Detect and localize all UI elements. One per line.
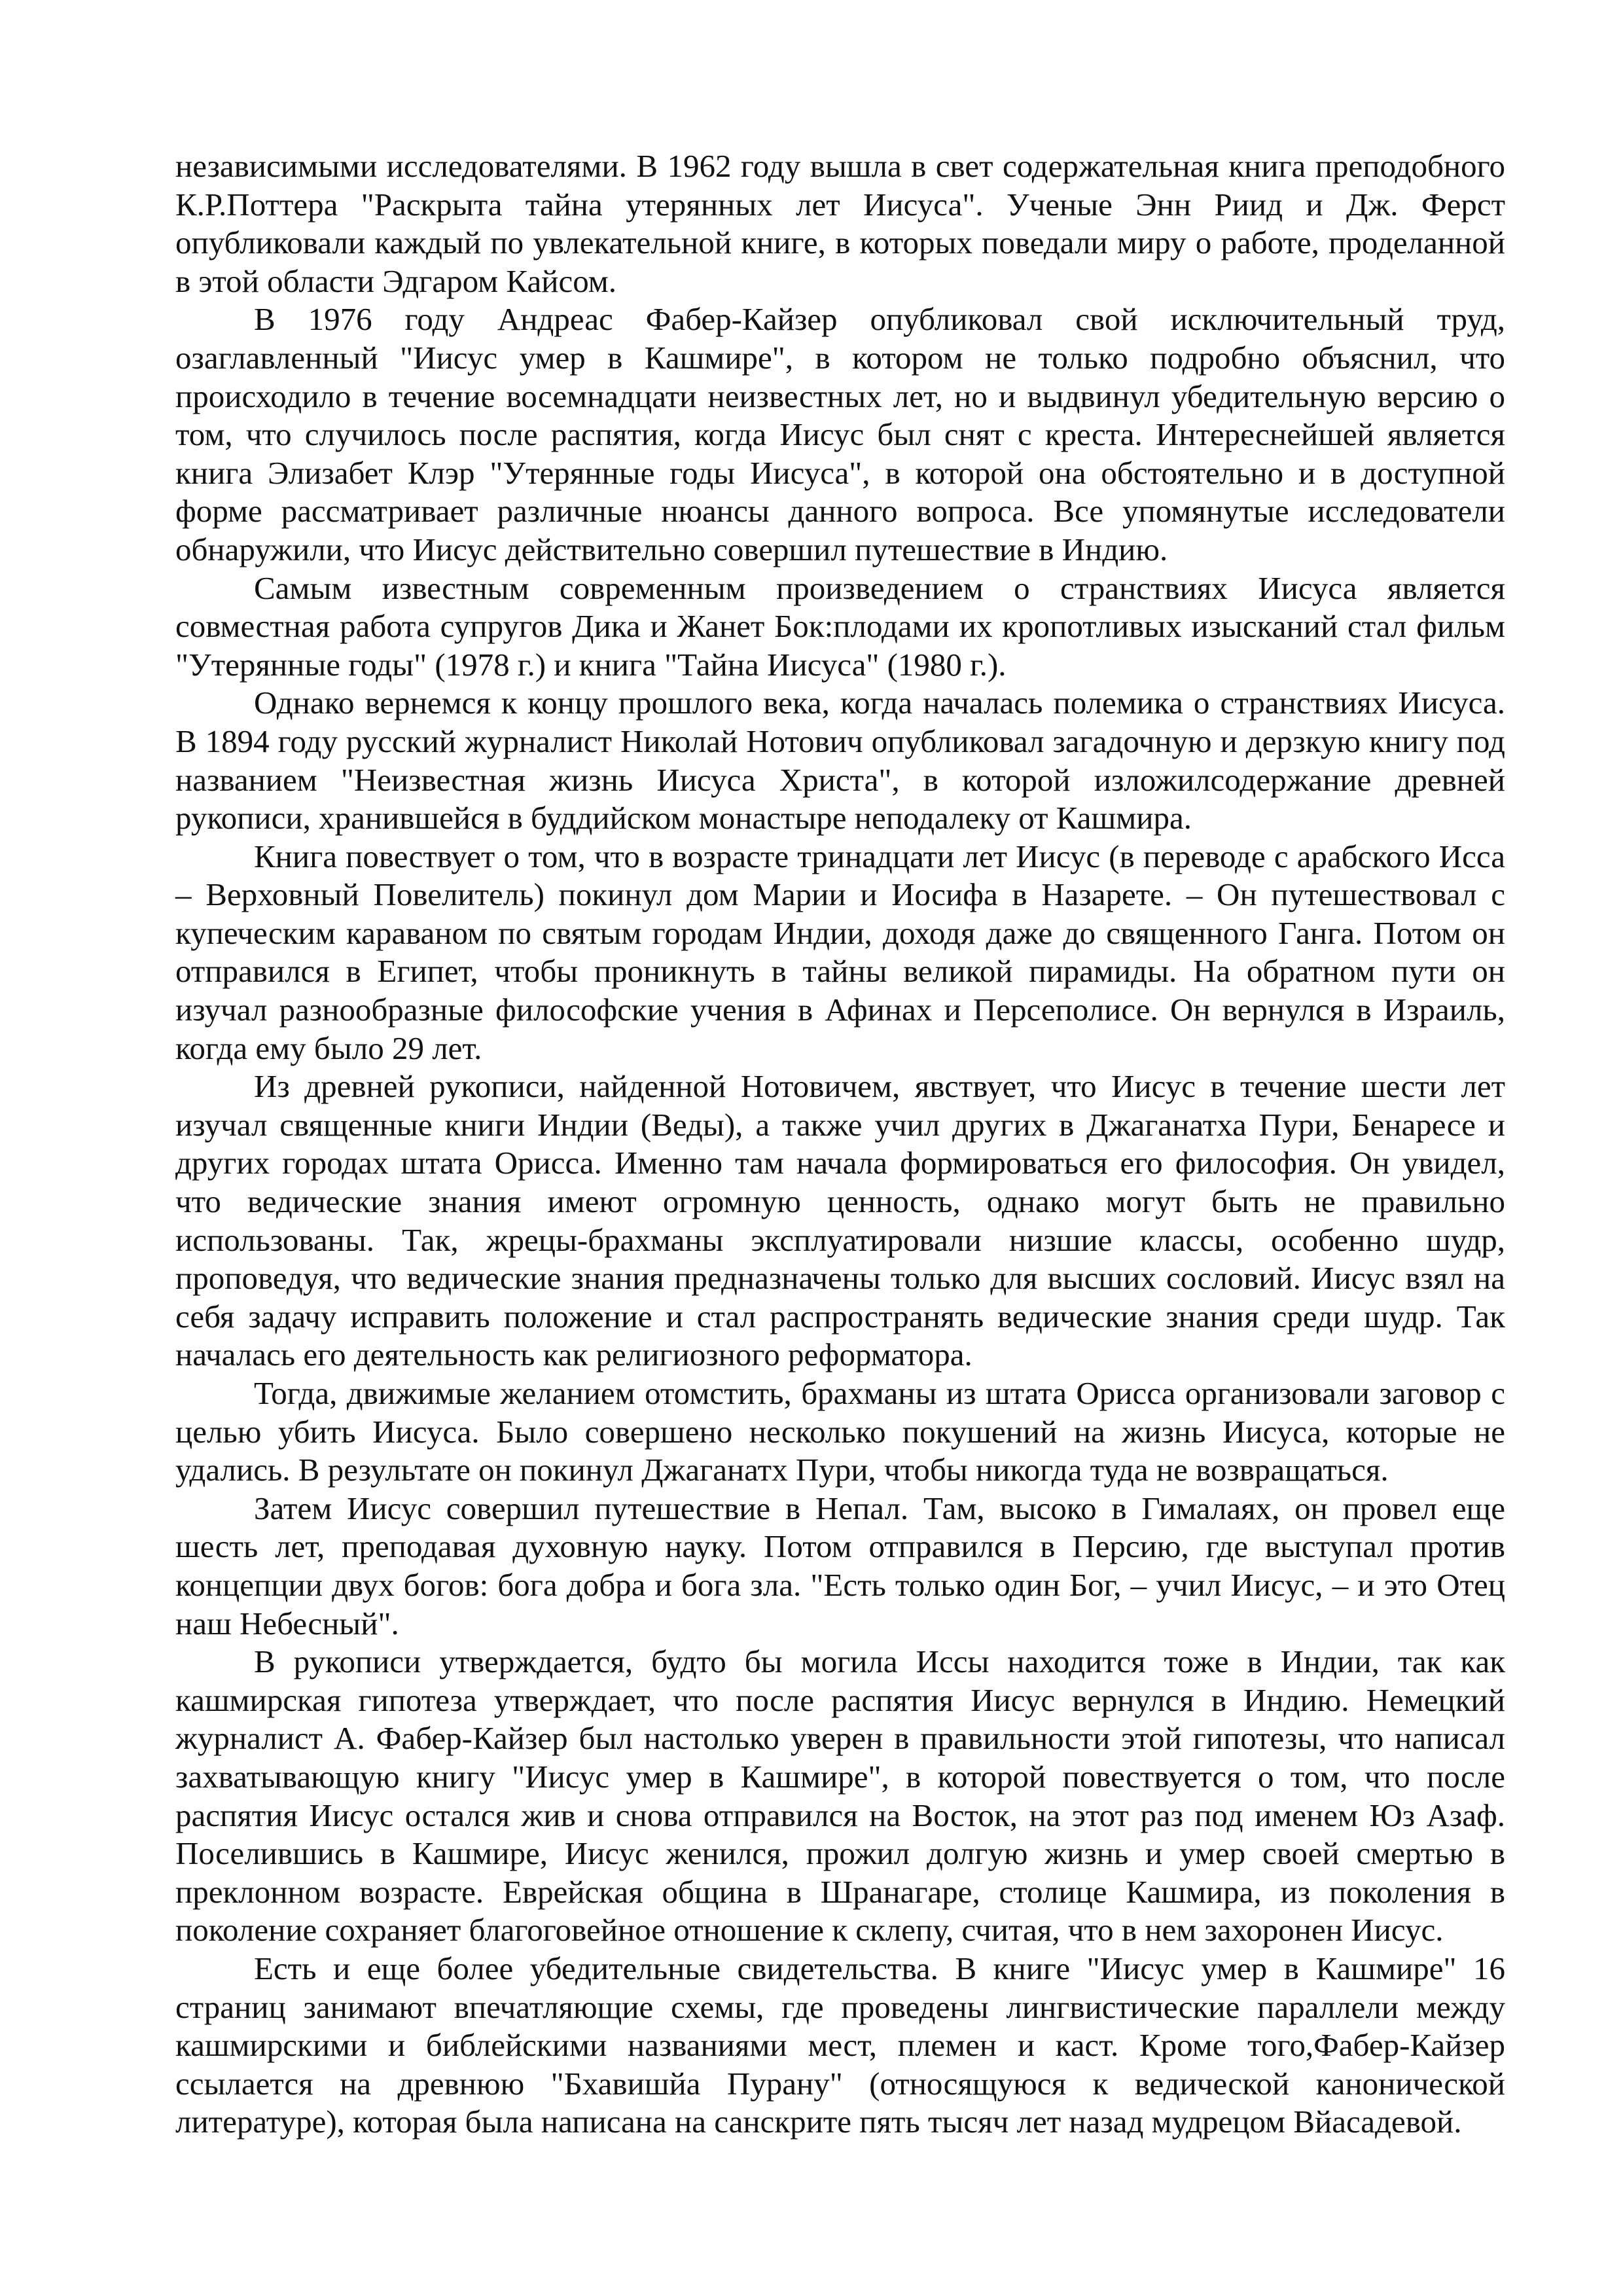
paragraph-10: Есть и еще более убедительные свидетельства. В книге "Иисус умер в Кашмире" 16 страниц занимают впечатляющие схемы, где проведены лингвистические параллели между кашмирскими и библейскими названиями мест, племен и каст. Кроме того,Фабер-Кайзер ссылается на древнюю "Бхавишйа Пурану" (относящуюся к ведической канонической литературе), которая была написана на санскрите пять тысяч лет назад мудрецом Вйасадевой. xyxy=(175,1950,1505,2140)
paragraph-3: Самым известным современным произведением о странствиях Иисуса является совместная работа супругов Дика и Жанет Бок:плодами их кропотливых изысканий стал фильм "Утерянные годы" (1978 г.) и книга "Тайна Иисуса" (1980 г.). xyxy=(175,569,1505,683)
paragraph-6: Из древней рукописи, найденной Нотовичем, явствует, что Иисус в течение шести лет изучал священные книги Индии (Веды), а также учил других в Джаганатха Пури, Бенаресе и других городах штата Орисса. Именно там начала формироваться его философия. Он увидел, что ведические знания имеют огромную ценность, однако могут быть не правильно использованы. Так, жрецы-брахманы эксплуатировали низшие классы, особенно шудр, проповедуя, что ведические знания предназначены только для высших сословий. Иисус взял на себя задачу исправить положение и стал распространять ведические знания среди шудр. Так началась его деятельность как религиозного реформатора. xyxy=(175,1068,1505,1373)
paragraph-5: Книга повествует о том, что в возрасте тринадцати лет Иисус (в переводе с арабского Исса – Верховный Повелитель) покинул дом Марии и Иосифа в Назарете. – Он путешествовал с купеческим караваном по святым городам Индии, доходя даже до священного Ганга. Потом он отправился в Египет, чтобы проникнуть в тайны великой пирамиды. На обратном пути он изучал разнообразные философские учения в Афинах и Персеполисе. Он вернулся в Израиль, когда ему было 29 лет. xyxy=(175,838,1505,1066)
paragraph-1: независимыми исследователями. В 1962 году вышла в свет содержательная книга преподобного К.Р.Поттера "Раскрыта тайна утерянных лет Иисуса". Ученые Энн Риид и Дж. Ферст опубликовали каждый по увлекательной книге, в которых поведали миру о работе, проделанной в этой области Эдгаром Кайсом. xyxy=(175,148,1505,299)
document-page xyxy=(175,147,1505,2142)
paragraph-8: Затем Иисус совершил путешествие в Непал. Там, высоко в Гималаях, он провел еще шесть лет, преподавая духовную науку. Потом отправился в Персию, где выступал против концепции двух богов: бога добра и бога зла. "Есть только один Бог, – учил Иисус, – и это Отец наш Небесный". xyxy=(175,1490,1505,1641)
paragraph-7: Тогда, движимые желанием отомстить, брахманы из штата Орисса организовали заговор с целью убить Иисуса. Было совершено несколько покушений на жизнь Иисуса, которые не удались. В результате он покинул Джаганатх Пури, чтобы никогда туда не возвращаться. xyxy=(175,1375,1505,1488)
paragraph-2: В 1976 году Андреас Фабер-Кайзер опубликовал свой исключительный труд, озаглавленный "Иисус умер в Кашмире", в котором не только подробно объяснил, что происходило в течение восемнадцати неизвестных лет, но и выдвинул убедительную версию о том, что случилось после распятия, когда Иисус был снят с креста. Интереснейшей является книга Элизабет Клэр "Утерянные годы Иисуса", в которой она обстоятельно и в доступной форме рассматривает различные нюансы данного вопроса. Все упомянутые исследователи обнаружили, что Иисус действительно совершил путешествие в Индию. xyxy=(175,301,1505,567)
paragraph-9: В рукописи утверждается, будто бы могила Иссы находится тоже в Индии, так как кашмирская гипотеза утверждает, что после распятия Иисус вернулся в Индию. Немецкий журналист А. Фабер-Кайзер был настолько уверен в правильности этой гипотезы, что написал захватывающую книгу "Иисус умер в Кашмире", в которой повествуется о том, что после распятия Иисус остался жив и снова отправился на Восток, на этот раз под именем Юз Азаф. Поселившись в Кашмире, Иисус женился, прожил долгую жизнь и умер своей смертью в преклонном возрасте. Еврейская община в Шранагаре, столице Кашмира, из поколения в поколение сохраняет благоговейное отношение к склепу, считая, что в нем захоронен Иисус. xyxy=(175,1643,1505,1948)
paragraph-4: Однако вернемся к концу прошлого века, когда началась полемика о странствиях Иисуса. В 1894 году русский журналист Николай Нотович опубликовал загадочную и дерзкую книгу под названием "Неизвестная жизнь Иисуса Христа", в которой изложилсодержание древней рукописи, хранившейся в буддийском монастыре неподалеку от Кашмира. xyxy=(175,685,1505,836)
